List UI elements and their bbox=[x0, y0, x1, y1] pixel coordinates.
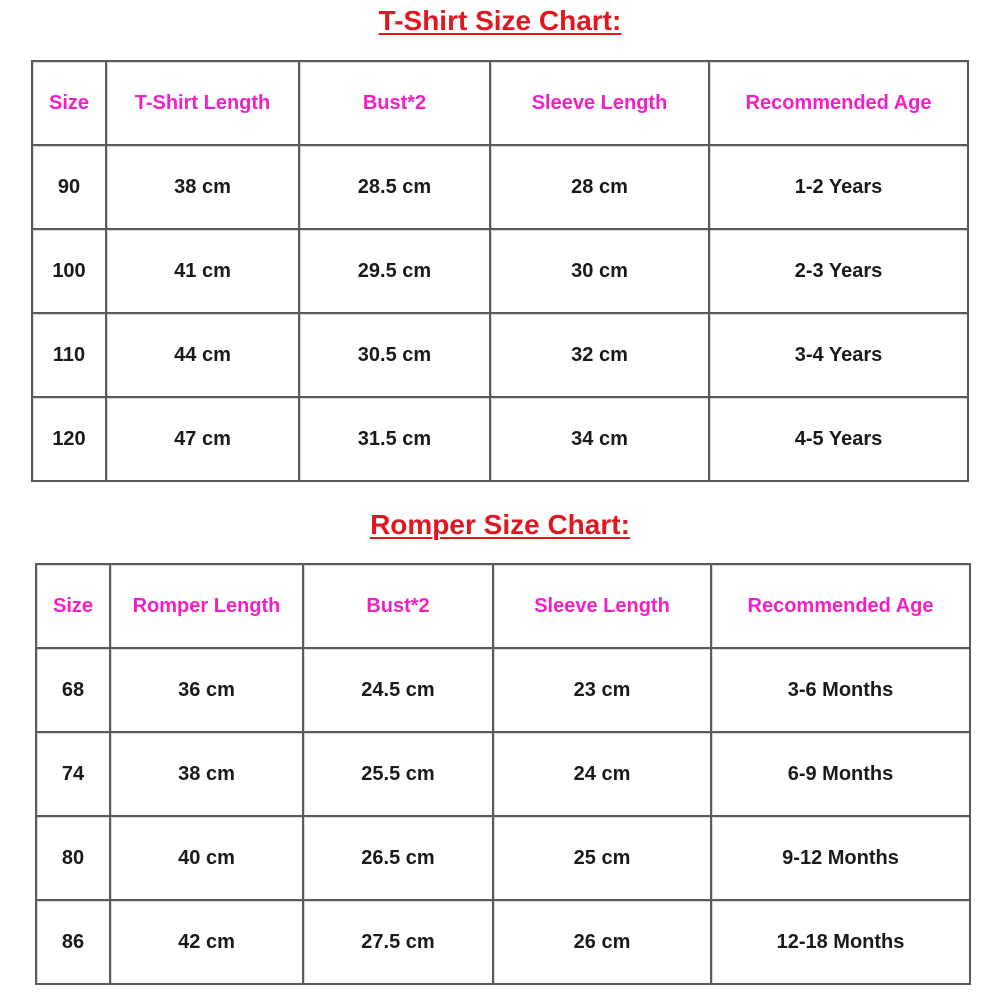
cell-sleeve: 34 cm bbox=[490, 397, 709, 481]
cell-length: 42 cm bbox=[110, 900, 303, 984]
cell-sleeve: 24 cm bbox=[493, 732, 711, 816]
table-row bbox=[32, 313, 968, 397]
header-size: Size bbox=[32, 61, 106, 145]
header-bust: Bust*2 bbox=[299, 61, 490, 145]
header-sleeve-length: Sleeve Length bbox=[493, 564, 711, 648]
header-length: T-Shirt Length bbox=[106, 61, 299, 145]
cell-sleeve: 28 cm bbox=[490, 145, 709, 229]
header-recommended-age: Recommended Age bbox=[709, 61, 968, 145]
cell-sleeve: 30 cm bbox=[490, 229, 709, 313]
cell-bust: 30.5 cm bbox=[299, 313, 490, 397]
cell-age: 12-18 Months bbox=[711, 900, 970, 984]
table-row bbox=[32, 397, 968, 481]
table-row bbox=[32, 229, 968, 313]
cell-size: 74 bbox=[36, 732, 110, 816]
table-row bbox=[32, 145, 968, 229]
cell-age: 3-4 Years bbox=[709, 313, 968, 397]
cell-size: 86 bbox=[36, 900, 110, 984]
cell-length: 41 cm bbox=[106, 229, 299, 313]
cell-length: 38 cm bbox=[106, 145, 299, 229]
cell-age: 6-9 Months bbox=[711, 732, 970, 816]
cell-size: 110 bbox=[32, 313, 106, 397]
cell-bust: 27.5 cm bbox=[303, 900, 493, 984]
cell-size: 80 bbox=[36, 816, 110, 900]
cell-bust: 25.5 cm bbox=[303, 732, 493, 816]
cell-age: 9-12 Months bbox=[711, 816, 970, 900]
cell-sleeve: 25 cm bbox=[493, 816, 711, 900]
table-header-row bbox=[32, 61, 968, 145]
header-size: Size bbox=[36, 564, 110, 648]
table-row bbox=[36, 816, 970, 900]
cell-length: 36 cm bbox=[110, 648, 303, 732]
cell-size: 90 bbox=[32, 145, 106, 229]
cell-size: 120 bbox=[32, 397, 106, 481]
cell-length: 40 cm bbox=[110, 816, 303, 900]
romper-size-chart-title bbox=[0, 508, 1000, 542]
cell-size: 68 bbox=[36, 648, 110, 732]
cell-age: 4-5 Years bbox=[709, 397, 968, 481]
cell-age: 3-6 Months bbox=[711, 648, 970, 732]
romper-title-text: Romper Size Chart: bbox=[370, 509, 630, 540]
header-length: Romper Length bbox=[110, 564, 303, 648]
table-row bbox=[36, 732, 970, 816]
romper-size-table bbox=[35, 563, 971, 985]
tshirt-title-text: T-Shirt Size Chart: bbox=[378, 5, 622, 36]
tshirt-size-table bbox=[31, 60, 969, 482]
cell-length: 44 cm bbox=[106, 313, 299, 397]
cell-bust: 28.5 cm bbox=[299, 145, 490, 229]
cell-sleeve: 32 cm bbox=[490, 313, 709, 397]
cell-age: 2-3 Years bbox=[709, 229, 968, 313]
cell-bust: 29.5 cm bbox=[299, 229, 490, 313]
table-header-row bbox=[36, 564, 970, 648]
header-sleeve-length: Sleeve Length bbox=[490, 61, 709, 145]
cell-bust: 26.5 cm bbox=[303, 816, 493, 900]
cell-sleeve: 26 cm bbox=[493, 900, 711, 984]
cell-length: 47 cm bbox=[106, 397, 299, 481]
cell-bust: 24.5 cm bbox=[303, 648, 493, 732]
cell-bust: 31.5 cm bbox=[299, 397, 490, 481]
tshirt-size-chart-title bbox=[0, 4, 1000, 38]
cell-sleeve: 23 cm bbox=[493, 648, 711, 732]
header-bust: Bust*2 bbox=[303, 564, 493, 648]
cell-size: 100 bbox=[32, 229, 106, 313]
table-row bbox=[36, 648, 970, 732]
cell-length: 38 cm bbox=[110, 732, 303, 816]
cell-age: 1-2 Years bbox=[709, 145, 968, 229]
header-recommended-age: Recommended Age bbox=[711, 564, 970, 648]
table-row bbox=[36, 900, 970, 984]
